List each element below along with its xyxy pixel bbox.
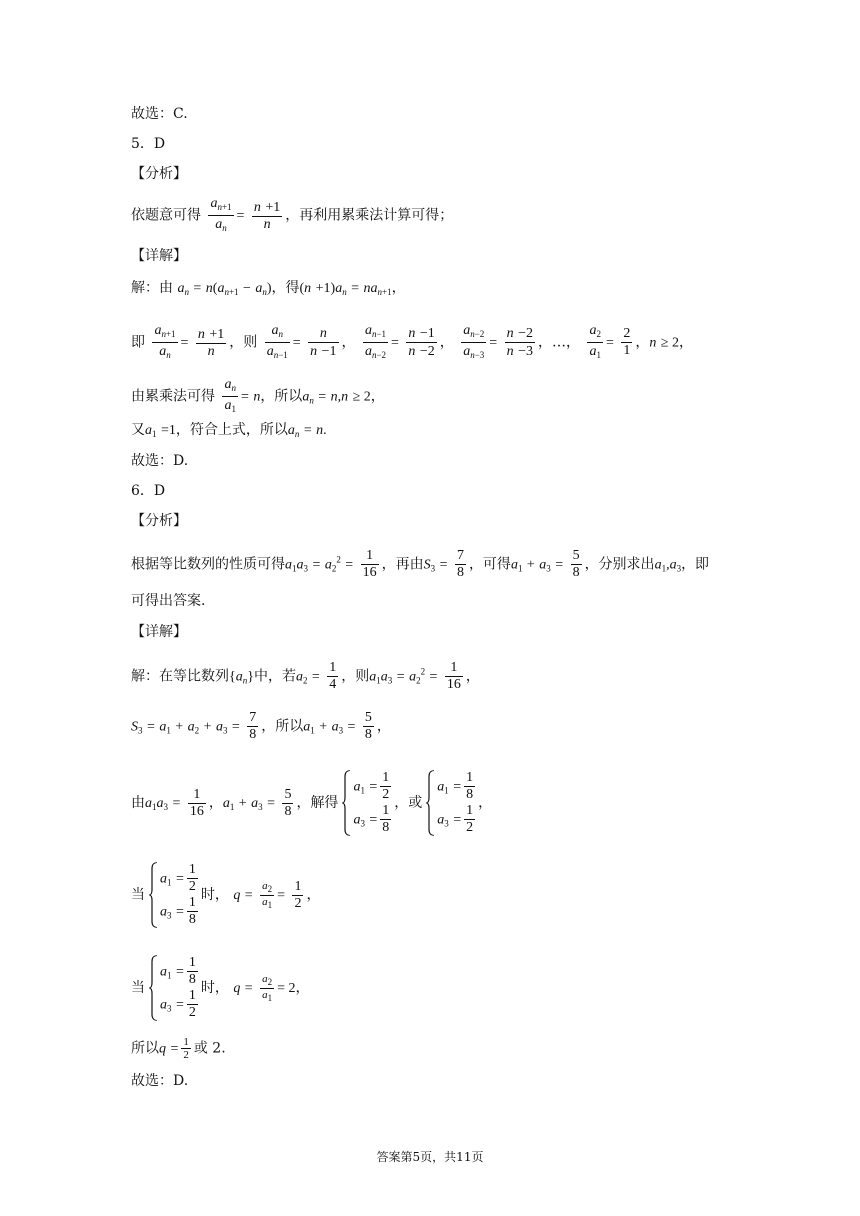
analysis-heading-2: 【分析】 (131, 513, 187, 529)
detail-line-4: 又$a_1 =1$，符合上式，所以$a_n = n$. (131, 422, 327, 439)
answer-line-d-1: 故选：D. (131, 453, 189, 469)
detail-line-9: 当 $a_1$ = $\frac{1}{8}$ $a_3$ = $\frac{1}{2}$ 时， q = $\frac{a_2}{a_1}$ = 2， (131, 955, 310, 1020)
detail-line-5: 解：在等比数列$\{a_n\}$中，若$a_2$ = $\frac{1}{4}$ ，则$a_1a_3 = a_2^2$ = $\frac{1}{16}$ ， (131, 660, 480, 692)
analysis-heading: 【分析】 (131, 166, 187, 182)
detail-line-2: 即 $\frac{a_{n+1}}{a_n}$ = $\frac{n +1}{n}$ ，则 $\frac{a_n}{a_{n-1}}$ = $\frac{n}{n -1}$ ， $\frac{a_{n-1}}{a_{n-2}}$ = $\frac{n -1}{n -2}$ ， $\frac{a_{n-2}}{a_{n-3}}$ = $\frac{n -2}{n -3}$ ，…， $\frac{a_2}{a_1}$ = $\frac{2}{1}$ ，n ≥ 2， (131, 323, 693, 360)
detail-heading: 【详解】 (131, 248, 187, 264)
analysis-line-q6: 根据等比数列的性质可得$a_1a_3 = a_2^2$ = $\frac{1}{16}$ ，再由$S_3$ = $\frac{7}{8}$ ，可得$a_1 + a_3$ = $\frac{5}{8}$ ，分别求出$a_1,a_3$，即 (131, 548, 710, 580)
system-case-2: $a_1$ = $\frac{1}{8}$ $a_3$ = $\frac{1}{2}$ (148, 955, 198, 1021)
detail-line-3: 由累乘法可得 $\frac{a_n}{a_1}$ = n，所以$a_n = n,n \ge 2$， (131, 377, 385, 414)
analysis-line-q6-cont: 可得出答案. (131, 593, 206, 609)
system-solution-1: $a_1$ = $\frac{1}{2}$ $a_3$ = $\frac{1}{8}$ (341, 770, 391, 836)
page-footer: 答案第5页，共11页 (376, 1150, 484, 1164)
detail-line-1: 解：由 $a_n = n(a_{n+1} - a_n)$，得$(n +1)a_n = na_{n+1}$， (131, 280, 406, 297)
detail-line-7: 由$a_1a_3$ = $\frac{1}{16}$ ，$a_1 + a_3$ = $\frac{5}{8}$ ，解得 $a_1$ = $\frac{1}{2}$ $a_3$ = $\frac{1}{8}$ ，或 $a_1$ = $\frac{1}{8}$ $a_3$ = $\frac{1}{2}$ ， (131, 770, 493, 835)
detail-line-8: 当 $a_1$ = $\frac{1}{2}$ $a_3$ = $\frac{1}{8}$ 时， q = $\frac{a_2}{a_1}$ = $\frac{1}{2}$ ， (131, 862, 321, 927)
analysis-line-q5: 依题意可得 $\frac{a_{n+1}}{a_n}$ = $\frac{n +1}{n}$ ，再利用累乘法计算可得； (131, 196, 454, 233)
answer-line-d-2: 故选：D. (131, 1073, 189, 1089)
detail-heading-2: 【详解】 (131, 624, 187, 640)
detail-line-6: $S_3 = a_1 + a_2 + a_3$ = $\frac{7}{8}$ ，所以$a_1 + a_3$ = $\frac{5}{8}$ ， (131, 710, 391, 742)
system-solution-2: $a_1$ = $\frac{1}{8}$ $a_3$ = $\frac{1}{2}$ (425, 770, 475, 836)
question-5-header: 5．D (131, 136, 166, 152)
detail-line-10: 所以q = $\frac{1}{2}$ 或 2. (131, 1036, 226, 1061)
answer-line-c: 故选：C. (131, 106, 188, 122)
question-6-header: 6．D (131, 483, 166, 499)
system-case-1: $a_1$ = $\frac{1}{2}$ $a_3$ = $\frac{1}{8}$ (148, 862, 198, 928)
